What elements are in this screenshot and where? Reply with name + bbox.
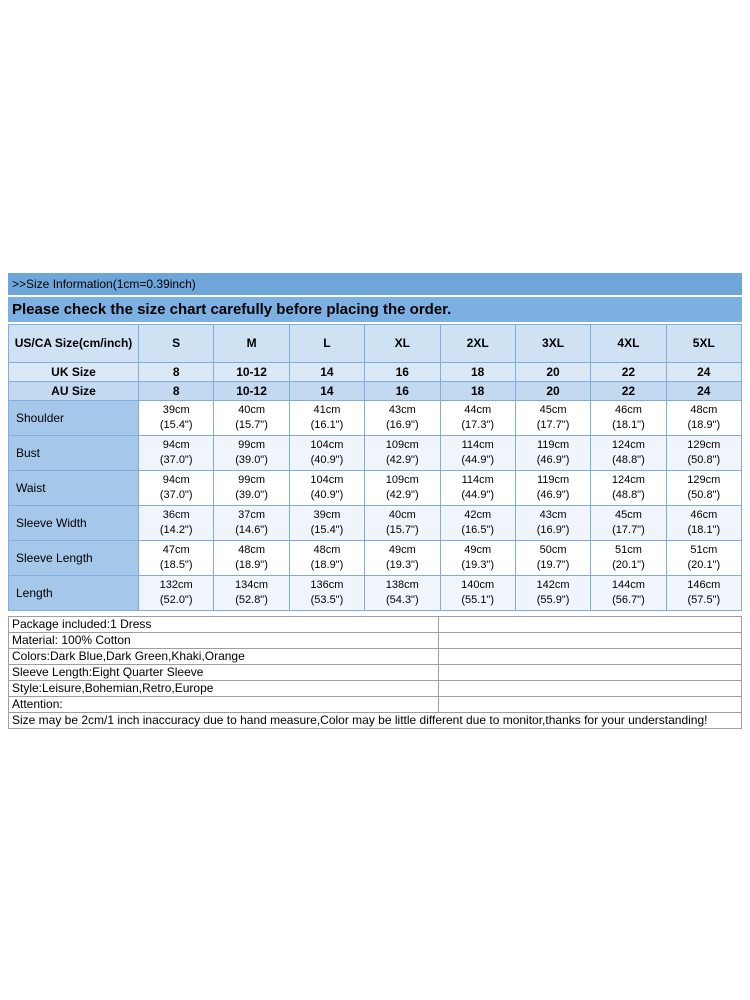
cm-value: 36cm — [162, 509, 190, 522]
cm-value: 41cm — [313, 404, 341, 417]
inch-value: (14.6") — [235, 524, 268, 536]
measurement-cell — [515, 576, 590, 611]
corner-cell: US/CA Size(cm/inch) — [9, 325, 139, 363]
measurement-label: Shoulder — [9, 401, 139, 436]
cm-value: 45cm — [614, 509, 642, 522]
cm-value: 94cm — [162, 474, 190, 487]
cm-value: 104cm — [310, 439, 344, 452]
size-column-header: 3XL — [515, 325, 590, 363]
detail-row-attention — [9, 697, 742, 713]
inch-value: (15.7") — [235, 419, 268, 431]
measurement-cell — [365, 471, 440, 506]
measurement-row-shoulder — [9, 401, 742, 436]
measurement-cell — [666, 471, 741, 506]
measurement-cell — [139, 506, 214, 541]
detail-sleeve: Sleeve Length:Eight Quarter Sleeve — [9, 665, 439, 681]
cm-value: 104cm — [310, 474, 344, 487]
measurement-cell — [591, 576, 666, 611]
detail-material: Material: 100% Cotton — [9, 633, 439, 649]
inch-value: (18.1") — [687, 524, 721, 536]
cm-value: 140cm — [461, 579, 495, 592]
cm-value: 47cm — [162, 544, 190, 557]
detail-spacer — [439, 697, 742, 713]
detail-spacer — [439, 633, 742, 649]
measurement-cell — [365, 576, 440, 611]
cm-value: 109cm — [385, 474, 419, 487]
measurement-cell — [515, 436, 590, 471]
inch-value: (42.9") — [385, 454, 419, 466]
cm-value: 119cm — [536, 474, 570, 487]
detail-note: Size may be 2cm/1 inch inaccuracy due to hand measure,Color may be little different due to monitor,thanks for your understanding! — [9, 713, 742, 729]
uk-size-value: 16 — [365, 363, 440, 382]
inch-value: (39.0") — [235, 454, 268, 466]
detail-row-sleeve — [9, 665, 742, 681]
measurement-cell — [591, 506, 666, 541]
measurement-cell — [440, 541, 515, 576]
measurement-cell — [214, 436, 289, 471]
cm-value: 129cm — [687, 439, 721, 452]
cm-value: 48cm — [690, 404, 718, 417]
inch-value: (55.9") — [536, 594, 570, 606]
measurement-cell — [440, 576, 515, 611]
uk-size-value: 10-12 — [214, 363, 289, 382]
cm-value: 49cm — [464, 544, 492, 557]
detail-row-material — [9, 633, 742, 649]
cm-value: 39cm — [313, 509, 341, 522]
cm-value: 134cm — [235, 579, 269, 592]
measurement-row-length — [9, 576, 742, 611]
inch-value: (56.7") — [612, 594, 645, 606]
uk-size-value: 14 — [289, 363, 364, 382]
measurement-cell — [139, 436, 214, 471]
inch-value: (46.9") — [536, 489, 570, 501]
inch-value: (15.4") — [310, 524, 344, 536]
size-column-header: M — [214, 325, 289, 363]
au-size-value: 16 — [365, 382, 440, 401]
cm-value: 136cm — [310, 579, 344, 592]
measurement-cell — [440, 436, 515, 471]
measurement-cell — [289, 541, 364, 576]
cm-value: 124cm — [611, 439, 645, 452]
inch-value: (19.3") — [461, 559, 494, 571]
inch-value: (17.7") — [536, 419, 570, 431]
measurement-cell — [666, 401, 741, 436]
detail-style: Style:Leisure,Bohemian,Retro,Europe — [9, 681, 439, 697]
au-size-value: 24 — [666, 382, 741, 401]
measurement-cell — [440, 401, 515, 436]
uk-size-value: 24 — [666, 363, 741, 382]
measurement-cell — [139, 471, 214, 506]
measurement-cell — [289, 436, 364, 471]
inch-value: (40.9") — [310, 454, 344, 466]
measurement-cell — [214, 541, 289, 576]
inch-value: (18.9") — [687, 419, 721, 431]
measurement-cell — [139, 541, 214, 576]
detail-colors: Colors:Dark Blue,Dark Green,Khaki,Orange — [9, 649, 439, 665]
cm-value: 114cm — [461, 439, 494, 452]
cm-value: 99cm — [238, 474, 266, 487]
size-header-row — [9, 325, 742, 363]
inch-value: (50.8") — [687, 454, 721, 466]
cm-value: 144cm — [611, 579, 645, 592]
uk-size-value: 20 — [515, 363, 590, 382]
inch-value: (52.0") — [159, 594, 193, 606]
cm-value: 45cm — [539, 404, 567, 417]
measurement-row-sleeve-length — [9, 541, 742, 576]
measurement-cell — [591, 436, 666, 471]
cm-value: 46cm — [614, 404, 642, 417]
measurement-cell — [666, 436, 741, 471]
size-column-header: 4XL — [591, 325, 666, 363]
cm-value: 146cm — [687, 579, 721, 592]
inch-value: (42.9") — [385, 489, 419, 501]
measurement-cell — [515, 401, 590, 436]
cm-value: 132cm — [159, 579, 193, 592]
measurement-cell — [214, 576, 289, 611]
inch-value: (20.1") — [612, 559, 645, 571]
uk-size-value: 22 — [591, 363, 666, 382]
cm-value: 48cm — [313, 544, 341, 557]
measurement-cell — [289, 401, 364, 436]
inch-value: (20.1") — [687, 559, 721, 571]
inch-value: (37.0") — [159, 454, 193, 466]
measurement-label: Bust — [9, 436, 139, 471]
cm-value: 43cm — [388, 404, 416, 417]
inch-value: (16.5") — [461, 524, 494, 536]
au-size-label: AU Size — [9, 382, 139, 401]
inch-value: (44.9") — [461, 489, 494, 501]
inch-value: (18.9") — [235, 559, 268, 571]
inch-value: (14.2") — [159, 524, 193, 536]
inch-value: (57.5") — [687, 594, 721, 606]
cm-value: 109cm — [385, 439, 419, 452]
detail-row-colors — [9, 649, 742, 665]
inch-value: (17.7") — [612, 524, 645, 536]
size-info-title-bar: >>Size Information(1cm=0.39inch) — [8, 273, 742, 295]
cm-value: 48cm — [238, 544, 266, 557]
measurement-cell — [515, 506, 590, 541]
detail-row-style — [9, 681, 742, 697]
measurement-cell — [365, 506, 440, 541]
cm-value: 119cm — [536, 439, 570, 452]
inch-value: (48.8") — [612, 454, 645, 466]
size-chart-table — [8, 324, 742, 611]
cm-value: 124cm — [611, 474, 645, 487]
cm-value: 51cm — [690, 544, 718, 557]
detail-row-note — [9, 713, 742, 729]
uk-size-value: 18 — [440, 363, 515, 382]
measurement-cell — [214, 401, 289, 436]
cm-value: 51cm — [614, 544, 642, 557]
measurement-cell — [214, 506, 289, 541]
inch-value: (18.9") — [310, 559, 344, 571]
notice-bar: Please check the size chart carefully before placing the order. — [8, 297, 742, 322]
inch-value: (37.0") — [159, 489, 193, 501]
measurement-row-bust — [9, 436, 742, 471]
inch-value: (19.7") — [536, 559, 570, 571]
inch-value: (52.8") — [235, 594, 268, 606]
cm-value: 99cm — [238, 439, 266, 452]
au-size-value: 14 — [289, 382, 364, 401]
inch-value: (18.1") — [612, 419, 645, 431]
measurement-cell — [365, 436, 440, 471]
cm-value: 114cm — [461, 474, 494, 487]
inch-value: (18.5") — [159, 559, 193, 571]
detail-spacer — [439, 665, 742, 681]
cm-value: 40cm — [238, 404, 266, 417]
detail-spacer — [439, 617, 742, 633]
inch-value: (44.9") — [461, 454, 494, 466]
uk-size-label: UK Size — [9, 363, 139, 382]
inch-value: (39.0") — [235, 489, 268, 501]
uk-size-row — [9, 363, 742, 382]
size-column-header: L — [289, 325, 364, 363]
size-column-header: 2XL — [440, 325, 515, 363]
measurement-cell — [289, 471, 364, 506]
measurement-cell — [591, 401, 666, 436]
au-size-value: 10-12 — [214, 382, 289, 401]
measurement-cell — [365, 401, 440, 436]
measurement-cell — [139, 576, 214, 611]
detail-spacer — [439, 681, 742, 697]
measurement-label: Sleeve Width — [9, 506, 139, 541]
detail-row-package — [9, 617, 742, 633]
measurement-cell — [515, 541, 590, 576]
measurement-cell — [289, 576, 364, 611]
inch-value: (50.8") — [687, 489, 721, 501]
detail-package: Package included:1 Dress — [9, 617, 439, 633]
inch-value: (17.3") — [461, 419, 494, 431]
cm-value: 138cm — [385, 579, 419, 592]
cm-value: 142cm — [536, 579, 570, 592]
inch-value: (16.9") — [385, 419, 419, 431]
measurement-cell — [666, 541, 741, 576]
cm-value: 43cm — [539, 509, 567, 522]
measurement-cell — [515, 471, 590, 506]
measurement-row-waist — [9, 471, 742, 506]
inch-value: (53.5") — [310, 594, 344, 606]
cm-value: 50cm — [539, 544, 567, 557]
cm-value: 37cm — [238, 509, 266, 522]
measurement-cell — [365, 541, 440, 576]
cm-value: 94cm — [162, 439, 190, 452]
detail-spacer — [439, 649, 742, 665]
cm-value: 49cm — [388, 544, 416, 557]
measurement-cell — [591, 541, 666, 576]
cm-value: 42cm — [464, 509, 492, 522]
au-size-row — [9, 382, 742, 401]
au-size-value: 20 — [515, 382, 590, 401]
measurement-cell — [591, 471, 666, 506]
cm-value: 46cm — [690, 509, 718, 522]
inch-value: (54.3") — [385, 594, 419, 606]
inch-value: (40.9") — [310, 489, 344, 501]
detail-attention: Attention: — [9, 697, 439, 713]
size-column-header: S — [139, 325, 214, 363]
inch-value: (16.9") — [536, 524, 570, 536]
measurement-label: Length — [9, 576, 139, 611]
inch-value: (55.1") — [461, 594, 494, 606]
cm-value: 44cm — [464, 404, 492, 417]
au-size-value: 22 — [591, 382, 666, 401]
inch-value: (19.3") — [385, 559, 419, 571]
measurement-label: Waist — [9, 471, 139, 506]
cm-value: 39cm — [162, 404, 190, 417]
cm-value: 129cm — [687, 474, 721, 487]
inch-value: (15.7") — [385, 524, 419, 536]
au-size-value: 18 — [440, 382, 515, 401]
measurement-cell — [139, 401, 214, 436]
measurement-row-sleeve-width — [9, 506, 742, 541]
measurement-cell — [289, 506, 364, 541]
inch-value: (16.1") — [310, 419, 344, 431]
product-details-table — [8, 616, 742, 729]
measurement-cell — [440, 471, 515, 506]
measurement-cell — [666, 576, 741, 611]
au-size-value: 8 — [139, 382, 214, 401]
cm-value: 40cm — [388, 509, 416, 522]
measurement-cell — [440, 506, 515, 541]
uk-size-value: 8 — [139, 363, 214, 382]
inch-value: (48.8") — [612, 489, 645, 501]
size-column-header: 5XL — [666, 325, 741, 363]
measurement-cell — [214, 471, 289, 506]
inch-value: (15.4") — [159, 419, 193, 431]
inch-value: (46.9") — [536, 454, 570, 466]
size-column-header: XL — [365, 325, 440, 363]
measurement-label: Sleeve Length — [9, 541, 139, 576]
measurement-cell — [666, 506, 741, 541]
